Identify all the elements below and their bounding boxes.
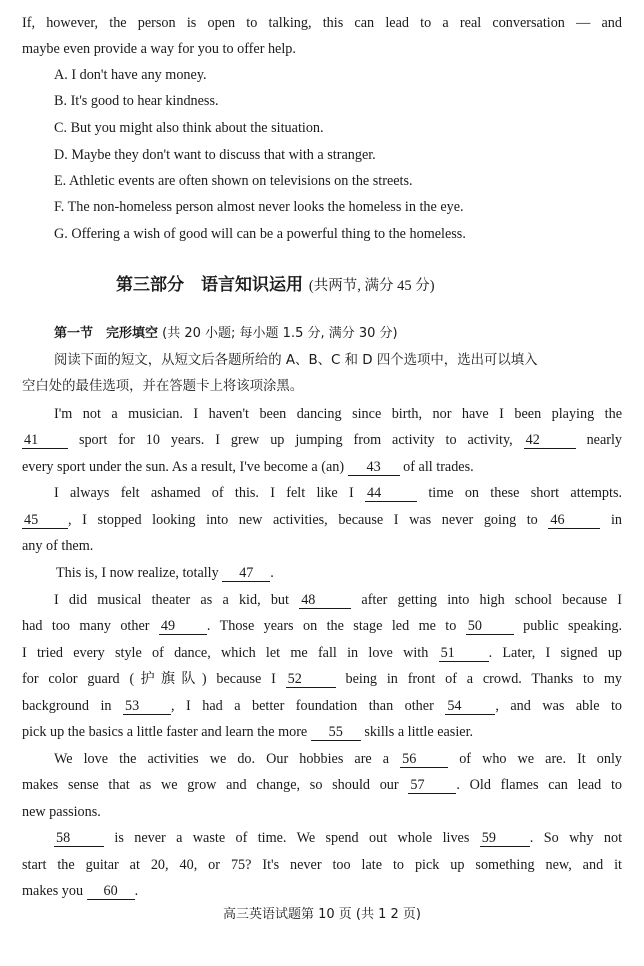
passage-text: for color guard (护旗队) because I	[22, 671, 276, 687]
passage-text: makes sense that as we grow and change, so should our	[22, 777, 399, 793]
blank-58: 58	[54, 830, 104, 847]
option-letter: G.	[54, 226, 68, 242]
passage-text: I did musical theater as a kid, but	[54, 592, 289, 608]
blank-45: 45	[22, 512, 68, 529]
option-text: But you might also think about the situation.	[70, 120, 324, 136]
passage-text: nearly	[586, 432, 623, 448]
part-note: (共两节, 满分 45 分)	[308, 278, 435, 294]
option-text: I don't have any money.	[71, 67, 207, 83]
passage-text: background in	[22, 698, 112, 714]
instruction-line-2: 空白处的最佳选项，并在答题卡上将该项涂黑。	[22, 379, 304, 394]
section-title: 第一节 完形填空	[54, 326, 159, 341]
passage-text: every sport under the sun. As a result, I've become a (an)	[22, 459, 345, 475]
passage-text: . So why not	[529, 830, 623, 846]
option-text: Maybe they don't want to discuss that with a stranger.	[71, 147, 376, 163]
passage-line	[22, 431, 622, 449]
part-heading	[116, 276, 616, 295]
blank-43: 43	[348, 459, 400, 476]
passage-text: being in front of a crowd. Thanks to my	[345, 671, 622, 687]
blank-54: 54	[445, 698, 495, 715]
passage-line: I'm not a musician. I haven't been dancing since birth, nor have I been playing the	[54, 406, 622, 422]
passage-line	[22, 670, 622, 688]
option-e	[54, 172, 614, 190]
option-f	[54, 198, 614, 216]
passage-line: new passions.	[22, 804, 101, 820]
passage-text: , I had a better foundation than other	[171, 698, 434, 714]
passage-line: any of them.	[22, 538, 94, 554]
intro-line-2: maybe even provide a way for you to offer help.	[22, 41, 296, 57]
passage-line	[54, 591, 622, 609]
passage-line	[22, 617, 622, 635]
passage-text: of who we are. It only	[459, 751, 623, 767]
passage-line	[22, 511, 622, 529]
option-g	[54, 225, 614, 243]
page-footer: 高三英语试题第 10 页 (共 1 2 页)	[222, 907, 422, 922]
passage-line	[54, 829, 622, 847]
passage-line	[56, 564, 624, 582]
passage-text: I always felt ashamed of this. I felt like I	[54, 485, 354, 501]
blank-42: 42	[524, 432, 576, 449]
passage-line: start the guitar at 20, 40, or 75? It's never too late to pick up something new, and it	[22, 857, 622, 873]
option-text: It's good to hear kindness.	[70, 93, 219, 109]
option-letter: D.	[54, 147, 68, 163]
option-b	[54, 92, 614, 110]
instruction-line-1: 阅读下面的短文，从短文后各题所给的 A、B、C 和 D 四个选项中，选出可以填入	[54, 353, 538, 368]
option-text: Athletic events are often shown on televisions on the streets.	[68, 173, 413, 189]
option-letter: F.	[54, 199, 65, 215]
passage-text: pick up the basics a little faster and learn the more	[22, 724, 308, 740]
blank-48: 48	[299, 592, 351, 609]
passage-text: is never a waste of time. We spend out whole lives	[114, 830, 470, 846]
part-title: 第三部分 语言知识运用	[116, 275, 303, 295]
passage-text: .	[134, 883, 139, 899]
blank-57: 57	[408, 777, 456, 794]
blank-46: 46	[548, 512, 600, 529]
passage-line	[22, 776, 622, 794]
passage-text: .	[270, 565, 274, 581]
blank-41: 41	[22, 432, 68, 449]
passage-line	[54, 750, 622, 768]
passage-text: sport for 10 years. I grew up jumping from activity to activity,	[78, 432, 513, 448]
blank-51: 51	[439, 645, 489, 662]
passage-line	[22, 697, 622, 715]
blank-59: 59	[480, 830, 530, 847]
blank-44: 44	[365, 485, 417, 502]
passage-text: This is, I now realize, totally	[56, 565, 219, 581]
blank-55: 55	[311, 724, 361, 741]
blank-47: 47	[222, 565, 270, 582]
passage-text: , and was able to	[495, 698, 623, 714]
passage-text: after getting into high school because I	[361, 592, 623, 608]
passage-text: in	[610, 512, 623, 528]
option-c	[54, 119, 614, 137]
passage-line	[22, 723, 622, 741]
passage-text: , I stopped looking into new activities, because I was never going to	[68, 512, 538, 528]
section-heading	[54, 325, 644, 343]
passage-line	[22, 458, 622, 476]
passage-text: . Later, I signed up	[488, 645, 623, 661]
option-text: The non-homeless person almost never looks the homeless in the eye.	[67, 199, 464, 215]
option-letter: C.	[54, 120, 68, 136]
option-letter: A.	[54, 67, 68, 83]
passage-text: . Those years on the stage led me to	[206, 618, 457, 634]
passage-text: time on these short attempts.	[428, 485, 623, 501]
passage-line	[54, 484, 622, 502]
passage-text: had too many other	[22, 618, 150, 634]
blank-56: 56	[400, 751, 448, 768]
blank-52: 52	[286, 671, 336, 688]
blank-60: 60	[87, 883, 135, 900]
passage-text: skills a little easier.	[364, 724, 474, 740]
passage-text: public speaking.	[523, 618, 622, 634]
option-letter: E.	[54, 173, 67, 189]
option-a	[54, 66, 614, 84]
passage-text: makes you	[22, 883, 84, 899]
section-note: (共 20 小题; 每小题 1.5 分, 满分 30 分)	[162, 326, 398, 341]
passage-text: I tried every style of dance, which let me fall in love with	[22, 645, 429, 661]
passage-line	[22, 882, 622, 900]
option-text: Offering a wish of good will can be a powerful thing to the homeless.	[71, 226, 466, 242]
passage-line	[22, 644, 622, 662]
option-letter: B.	[54, 93, 68, 109]
blank-50: 50	[466, 618, 514, 635]
passage-text: of all trades.	[403, 459, 474, 475]
blank-49: 49	[159, 618, 207, 635]
option-d	[54, 146, 614, 164]
passage-text: . Old flames can lead to	[456, 777, 623, 793]
passage-text: We love the activities we do. Our hobbies are a	[54, 751, 390, 767]
intro-line-1: If, however, the person is open to talking, this can lead to a real conversation — and	[22, 15, 622, 31]
blank-53: 53	[123, 698, 171, 715]
